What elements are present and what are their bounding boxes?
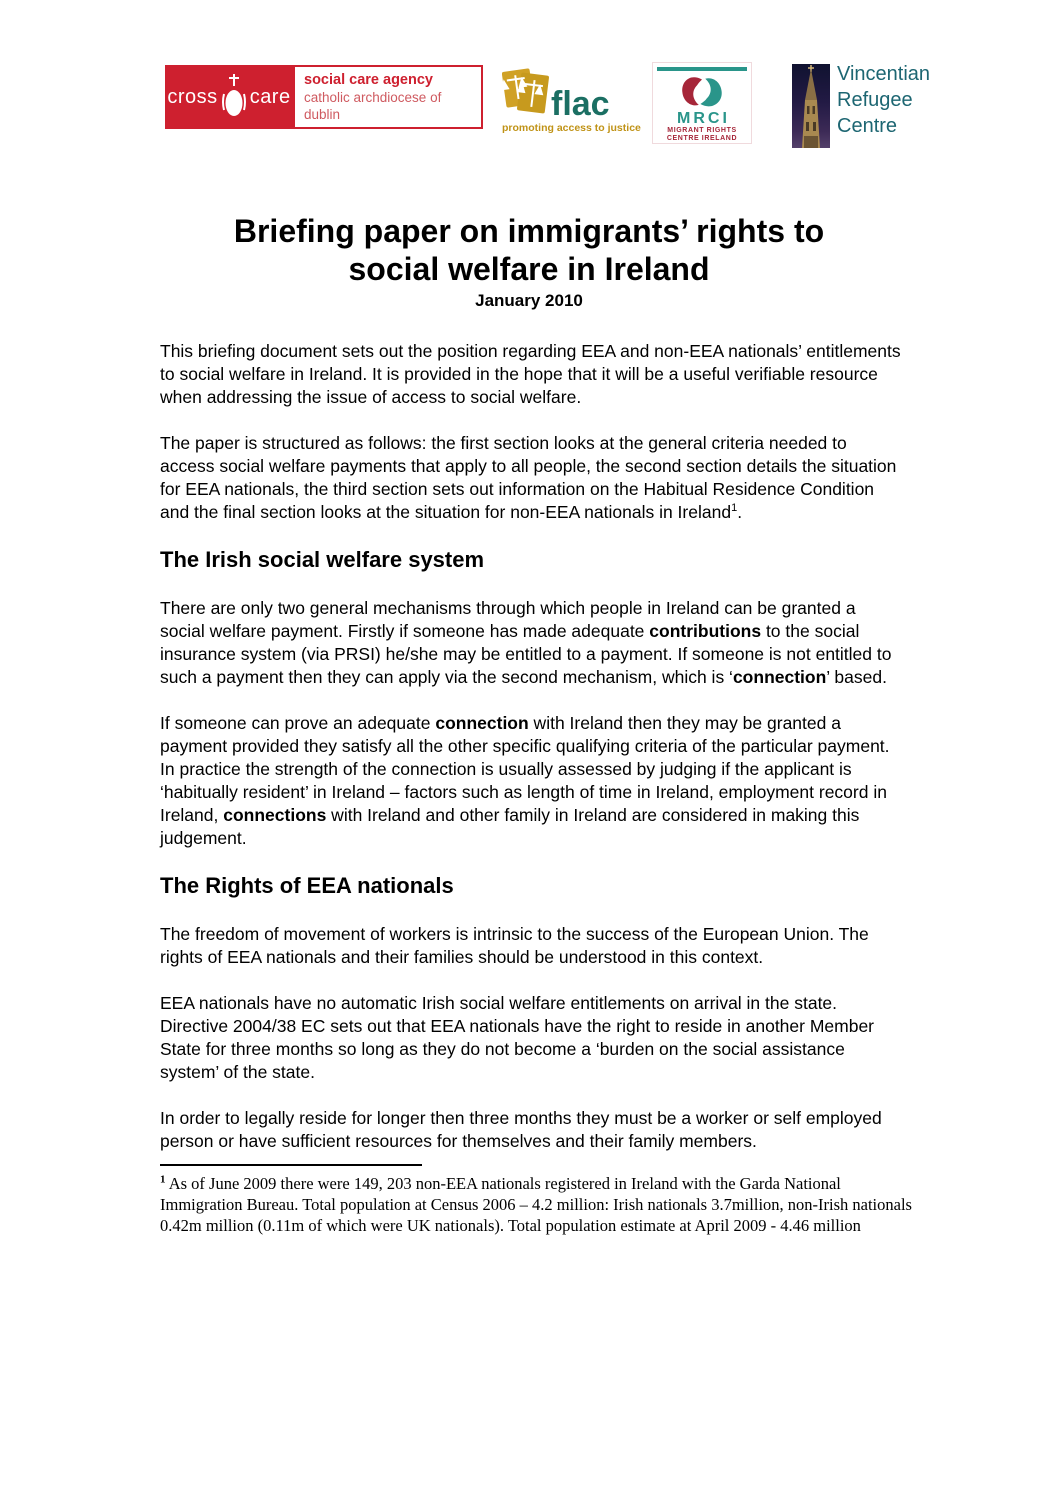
intro-paragraph-1: This briefing document sets out the position regarding EEA and non-EEA nationals’ entitlements to social welfare in Ireland. It is provided in the hope that it will be a useful verifiable resource when addressing the issue of access to social welfare. [160,341,901,407]
mrci-top-bar [657,67,747,71]
mrci-hands-emblem-icon [674,73,730,111]
eea-paragraph-1: The freedom of movement of workers is intrinsic to the success of the European Union. The rights of EEA nationals and their families should be understood in this context. [160,924,869,967]
crosscare-word-right: care [249,85,291,108]
title-block [0,212,1058,311]
logo-row [165,62,930,148]
church-spire-icon [792,64,830,148]
crosscare-wordmark [165,65,293,129]
vincentian-line-2: Refugee [837,89,913,111]
footnote-text: As of June 2009 there were 149, 203 non-EEA nationals registered in Ireland with the Garda National Immigration Bureau. Total population at Census 2006 – 4.2 million: Irish nationals 3.7million, non-Irish nationals 0.42m million (0.11m of which were UK nationals). Total population estimate at April 2009 - 4.46 million [160,1174,912,1235]
document-subtitle: January 2010 [475,291,583,310]
document-body [160,340,912,1259]
crosscare-taglines [293,65,483,129]
footnote [160,1173,917,1236]
document-title [0,212,1058,288]
crosscare-logo [165,65,483,129]
crosscare-word-left: cross [167,85,218,108]
eea-paragraph-3: In order to legally reside for longer then three months they must be a worker or self employed person or have sufficient resources for themselves and their family members. [160,1108,882,1151]
mrci-wordmark: MRCI [677,110,730,127]
eea-paragraph-2: EEA nationals have no automatic Irish social welfare entitlements on arrival in the state. Directive 2004/38 EC sets out that EEA nationals have the right to reside in another Member State for three months so long as they do not become a ‘burden on the social assistance system’ of the state. [160,993,875,1082]
crosscare-tagline-1: social care agency [304,72,433,88]
title-line-1: Briefing paper on immigrants’ rights to [233,213,825,249]
footnote-block [160,1164,912,1236]
footnote-marker: 1 [160,1173,166,1186]
vincentian-wordmark [837,61,930,148]
intro-paragraph-2: The paper is structured as follows: the first section looks at the general criteria needed to access social welfare payments that apply to all people, the second section details the situation for EEA nationals, the third section sets out information on the Habitual Residence Condition and the final section looks at the situation for non-EEA nationals in Ireland$^1$. [160,433,897,522]
crosscare-tagline-2: catholic archdiocese of dublin [304,90,442,122]
mrci-logo [652,62,752,144]
welfare-paragraph-2: If someone can prove an adequate connection with Ireland then they may be granted a payment provided they satisfy all the other specific qualifying criteria of the particular payment. In practice the strength of the connection is usually assessed by judging if the applicant is ‘habitually resident’ in Ireland – factors such as length of time in Ireland, employment record in Ireland, connections with Ireland and other family in Ireland are considered in making this judgement. [160,713,890,848]
welfare-paragraph-1: There are only two general mechanisms through which people in Ireland can be granted a social welfare payment. Firstly if someone has made adequate contributions to the social insurance system (via PRSI) he/she may be entitled to a payment. If someone is not entitled to such a payment then they can apply via the second mechanism, which is ‘connection’ based. [160,598,892,687]
section-heading-eea-rights: The Rights of EEA nationals [160,873,454,898]
crosscare-cross-figure-icon [220,72,248,122]
vincentian-line-3: Centre [837,115,898,137]
section-heading-irish-welfare-system: The Irish social welfare system [160,547,485,572]
mrci-tagline-1: MIGRANT RIGHTS [667,127,737,134]
flac-logo [502,65,641,134]
church-spire-photo [792,64,830,148]
vincentian-refugee-centre-logo [792,64,930,148]
flac-tagline: promoting access to justice [502,122,641,134]
footnote-separator-rule [160,1164,422,1166]
flac-wordmark: flac [551,85,610,123]
title-line-2: social welfare in Ireland [348,251,710,287]
flac-scales-icon [502,65,550,119]
flac-top-row [502,65,614,123]
mrci-tagline-2: CENTRE IRELAND [666,135,738,142]
vincentian-line-1: Vincentian [837,63,931,85]
